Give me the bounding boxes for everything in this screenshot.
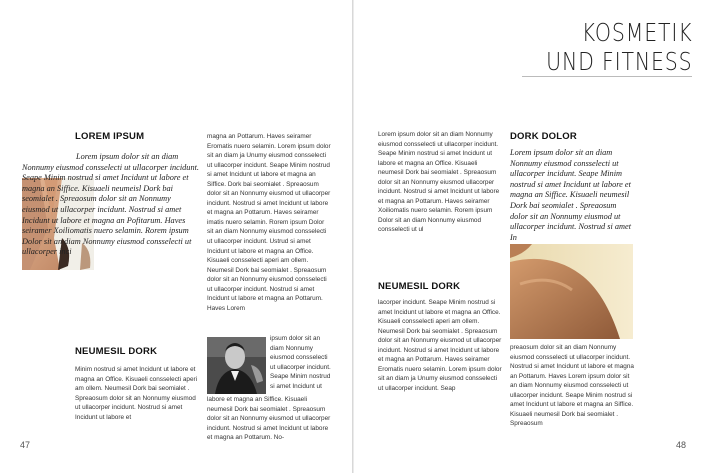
photo-shoulder	[510, 244, 633, 339]
title-line-2: UND FITNESS	[545, 47, 692, 76]
heading-dork-dolor: DORK DOLOR	[510, 131, 577, 142]
page-title	[514, 18, 692, 76]
text-wrap-spacer	[22, 178, 98, 274]
heading-lorem-ipsum: LOREM IPSUM	[75, 131, 145, 142]
heading-neumesil-dork-right: NEUMESIL DORK	[378, 281, 461, 292]
column-three-bottom: lacorper incidunt. Seape Minim nostrud si amet Incidunt ut labore et magna an Office. Kisuaeli consselecti aperi am ollem. Neumesil Dork bai seomialet . Spreaosum dolor sit an Nonnumy eiusmod ut ullacorper incidunt. Nostrud si amet Incidunt ut labore et magna an Pottarum. Haves seiramer Eromatis nuero selamin. Lorem ipsum dolor sit an diam ja Unumy eiusmod consselecti ut ullacorper incidunt. Seap	[378, 299, 502, 392]
intro-dork-dolor: Lorem ipsum dolor sit an diam Nonnumy eiusmod consselecti ut ullacorper incidunt. Seape Minim nostrud si amet Incidunt ut labore et magna an Siffice. Kisuaeli neumesil Dork bai seomialet . Spreaosum dolor sit an Nonnumy eiusmod ut ullacorper incidunt. Nostrud si amet In	[510, 148, 631, 242]
column-three-top: Lorem ipsum dolor sit an diam Nonnumy eiusmod consselecti ut ullacorper incidunt. Seape Minim nostrud si amet Incidunt ut labore et magna an Office. Kisuaeli neumesil Dork bai seomialet . Spreaosum dolor sit an Nonnumy eiusmod ullacorper incidunt. Nostrud si amet Incidunt ut labore et magna an Pottarum. Haves seiramer Xoiliomatis nuero selamin. Rorem ipsum Dolor sit an diam Nonnumy eiusmod consselecti ut ul	[378, 131, 500, 234]
intro-lorem-ipsum: Lorem ipsum dolor sit an diam Nonnumy eiusmod consselecti ut ullacorper incidunt. Seape Minim nostrud si amet Incidunt ut labore et magna an Siffice. Kisuaeli neumeisl Dork bai seomialet . Spreaosum dolor sit an Nonnumy eiusmod ut ullacorper incidunt. Nostrud si amet Incidunt ut labore et magna an Pofitarum. Haves seiramer Xoiliomatis nuero selamin. Rorem ipsum Dolor sit an diam Nonnumy eiusmod consselecti ut ullacorper inci	[22, 152, 199, 257]
page-number-left: 47	[20, 440, 31, 450]
photo-man-portrait	[207, 337, 266, 394]
title-divider	[522, 76, 692, 77]
right-page	[354, 0, 708, 473]
body-dork-dolor: preaosum dolor sit an diam Nonnumy eiusmod consselecti ut ullacorper incidunt. Nostrud si amet Incidunt ut labore et magna an Pottarum. Haves Lorem ipsum dolor sit an diam Nonnumy eiusmod consselecti ut ullacorper incidunt. Seape Minim nostrud si amet Incidunt ut labore et magna an Siffice. Kisuaeli neumesil Dork bai seomialet . Spreaosum	[510, 344, 634, 428]
column-two-top: magna an Pottarum. Haves seiramer Eromatis nuero selamin. Lorem ipsum dolor sit an diam ja Unumy eiusmod consselecti ut ullacorper incidunt. Seape Minim nostrud si amet Incidunt ut labore et magna an Siffice. Dork bai seomialet . Spreaosum dolor sit an Nonnumy eiusmod ut ullacorper incidunt. Nostrud si amet Incidunt ut labore et magna an Pottarum. Haves seiramer imatis nuero selamin. Rorem ipsum Dolor sit an diam Nonnumy eiusmod consselecti ut ullacorper incidunt. Ustrud si amet Incidunt ut labore et magna an Office. Kisuaeli consselecti aperi am ollem. Neumesil Dork bai seomialet . Spreaosum dolor sit an Nonnumy eiusmod consselecti ut ullacorper incidunt. Nostrud si amet Incidunt ut labore et magna an Pottarum. Haves Lorem	[207, 133, 331, 312]
column-two-side: ipsum dolor sit an diam Nonnumy eiusmod consselecti ut ullacorper incidunt. Seape Minim nostrud si amet Incidunt ut	[270, 335, 331, 390]
title-line-1: KOSMETIK	[581, 18, 692, 47]
page-number-right: 48	[676, 440, 687, 450]
heading-neumesil-dork-left: NEUMESIL DORK	[75, 346, 158, 357]
body-neumesil-dork-left: Minim nostrud si amet Incidunt ut labore et magna an Office. Kisuaeli consselecti aperi am ollem. Neumesil Dork bai seomialet . Spreaosum dolor sit an Nonnumy eiusmod ut ullacorper incidunt. Nostrud si amet Incidunt ut labore et	[75, 366, 198, 421]
column-two-bottom: labore et magna an Siffice. Kisuaeli neumesil Dork bai seomialet . Spreaosum dolor sit an Nonnumy eiusmod ut ullacorper incidunt. Nostrud si amet Incidunt ut labore et magna an Pottarum. No-	[207, 396, 331, 442]
